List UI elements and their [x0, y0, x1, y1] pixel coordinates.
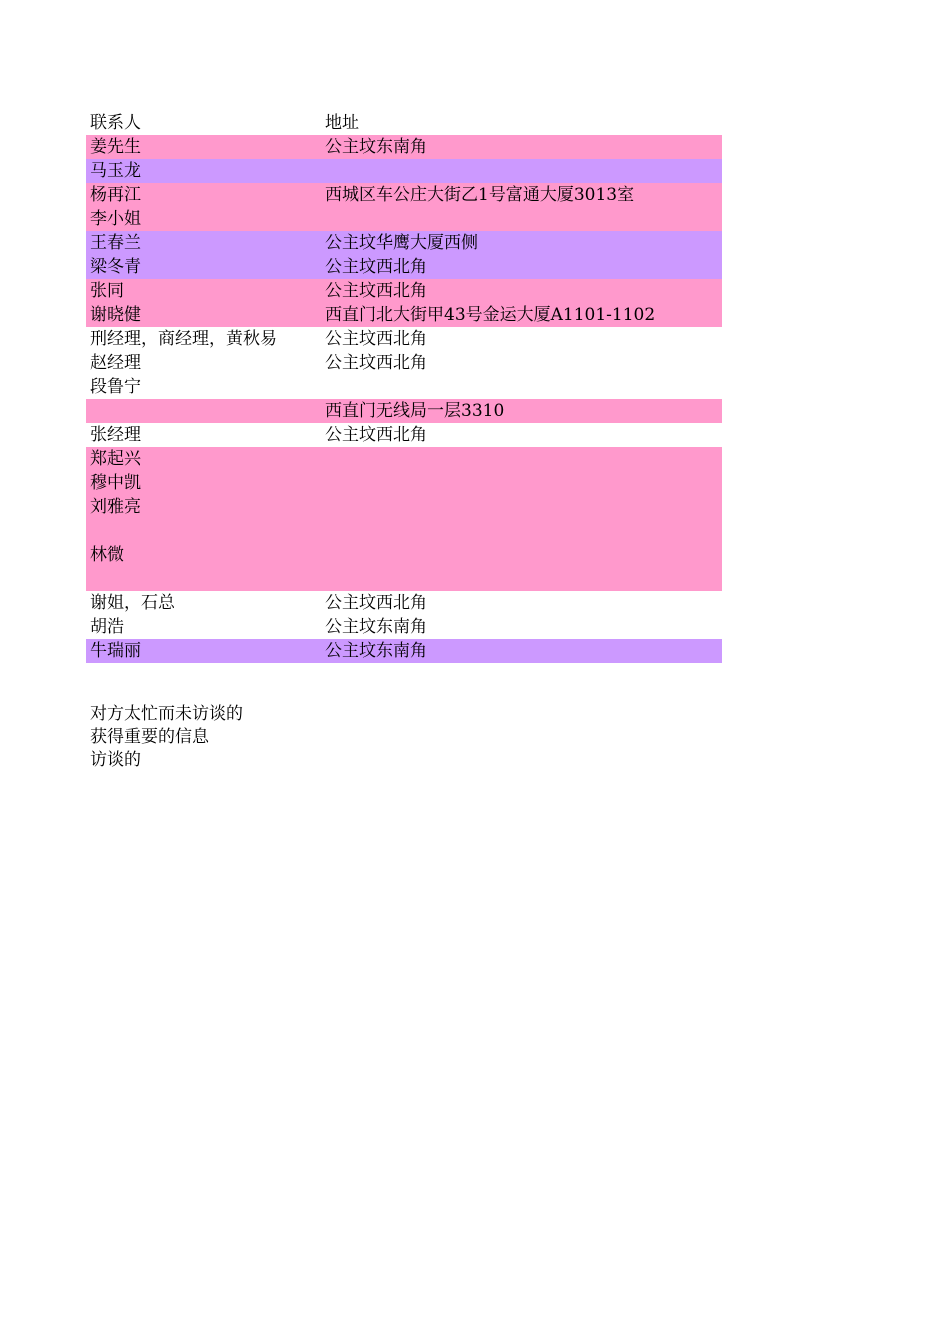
contact-cell: 穆中凯 — [90, 473, 141, 493]
contact-cell: 牛瑞丽 — [90, 641, 141, 661]
contact-cell: 李小姐 — [90, 209, 141, 229]
row-line — [86, 303, 722, 327]
row-line — [86, 351, 722, 375]
table-row — [86, 327, 722, 399]
contact-cell: 梁冬青 — [90, 257, 141, 277]
contact-cell: 张经理 — [90, 425, 141, 445]
header-contact: 联系人 — [90, 113, 141, 133]
contact-rows — [86, 135, 722, 663]
row-line — [86, 231, 722, 255]
address-cell — [325, 567, 722, 591]
legend-item-not-interviewed: 对方太忙而未访谈的 — [90, 704, 243, 724]
row-line — [86, 447, 722, 471]
address-cell — [325, 375, 722, 399]
address-cell: 西城区车公庄大街乙1号富通大厦3013室 — [325, 185, 635, 205]
header-address: 地址 — [325, 113, 359, 133]
contact-cell: 刑经理，商经理，黄秋易 — [90, 329, 277, 349]
contact-cell: 郑起兴 — [90, 449, 141, 469]
contact-cell: 胡浩 — [90, 617, 124, 637]
table-row — [86, 639, 722, 663]
address-cell: 公主坟西北角 — [325, 281, 427, 301]
contact-cell: 张同 — [90, 281, 124, 301]
legend-item-interviewed: 访谈的 — [90, 750, 141, 770]
legend-item-important-info: 获得重要的信息 — [90, 727, 209, 747]
address-cell — [325, 543, 722, 567]
row-line — [86, 495, 722, 519]
row-line — [86, 159, 722, 183]
row-line — [86, 327, 722, 351]
contact-sheet — [86, 111, 722, 663]
address-cell — [325, 159, 722, 183]
row-line — [86, 519, 722, 543]
contact-cell: 王春兰 — [90, 233, 141, 253]
address-cell: 公主坟西北角 — [325, 257, 427, 277]
contact-cell: 刘雅亮 — [90, 497, 141, 517]
row-line — [86, 279, 722, 303]
table-row — [86, 423, 722, 447]
address-cell — [325, 447, 722, 471]
contact-cell — [86, 567, 325, 591]
address-cell — [325, 519, 722, 543]
table-row — [86, 591, 722, 639]
address-cell: 西直门北大街甲43号金运大厦A1101-1102 — [325, 305, 656, 325]
address-cell — [325, 471, 722, 495]
row-line — [86, 183, 722, 207]
table-row — [86, 279, 722, 327]
address-cell: 公主坟东南角 — [325, 617, 427, 637]
table-row — [86, 399, 722, 423]
header-row — [86, 111, 722, 135]
contact-cell: 赵经理 — [90, 353, 141, 373]
address-cell: 公主坟华鹰大厦西侧 — [325, 233, 478, 253]
table-row — [86, 159, 722, 183]
row-line — [86, 135, 722, 159]
row-line — [86, 423, 722, 447]
address-cell: 公主坟东南角 — [325, 641, 427, 661]
row-line — [86, 543, 722, 567]
contact-cell: 杨再江 — [90, 185, 141, 205]
row-line — [86, 375, 722, 399]
row-line — [86, 615, 722, 639]
row-line — [86, 207, 722, 231]
address-cell: 公主坟西北角 — [325, 329, 427, 349]
header-line — [86, 111, 722, 135]
row-line — [86, 567, 722, 591]
table-row — [86, 447, 722, 591]
contact-cell: 谢姐，石总 — [90, 593, 175, 613]
address-cell: 公主坟西北角 — [325, 353, 427, 373]
legend — [90, 703, 243, 772]
row-line — [86, 639, 722, 663]
row-line — [86, 591, 722, 615]
address-cell — [325, 207, 722, 231]
contact-cell: 姜先生 — [90, 137, 141, 157]
address-cell: 公主坟西北角 — [325, 593, 427, 613]
row-line — [86, 471, 722, 495]
table-row — [86, 183, 722, 231]
contact-cell — [86, 399, 325, 423]
address-cell — [325, 495, 722, 519]
contact-cell: 谢晓健 — [90, 305, 141, 325]
contact-cell — [86, 519, 325, 543]
address-cell: 公主坟西北角 — [325, 425, 427, 445]
row-line — [86, 255, 722, 279]
contact-cell: 段鲁宁 — [90, 377, 141, 397]
table-row — [86, 231, 722, 279]
contact-cell: 马玉龙 — [90, 161, 141, 181]
address-cell: 公主坟东南角 — [325, 137, 427, 157]
contact-cell: 林微 — [90, 545, 124, 565]
address-cell: 西直门无线局一层3310 — [325, 401, 505, 421]
row-line — [86, 399, 722, 423]
table-row — [86, 135, 722, 159]
